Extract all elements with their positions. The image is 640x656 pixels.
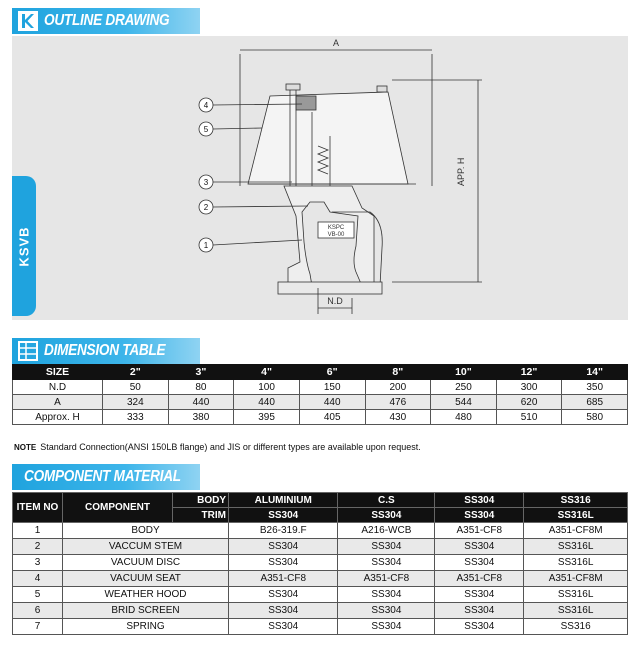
item-no-cell: 6: [13, 603, 63, 619]
trim-header: TRIM: [173, 508, 229, 523]
dim-header-cell: 4": [234, 365, 300, 380]
outline-drawing-title: OUTLINE DRAWING: [44, 12, 170, 29]
table-row: [13, 410, 628, 425]
standard-connection-note: [14, 442, 421, 452]
item-no-cell: 7: [13, 619, 63, 635]
component-cell: VACUUM SEAT: [63, 571, 229, 587]
dim-nd-label: N.D: [327, 296, 343, 306]
table-row: [13, 539, 628, 555]
dimension-table-header: [12, 338, 200, 364]
material-cell: A351-CF8: [229, 571, 338, 587]
material-cell: SS316L: [524, 539, 628, 555]
dim-cell: 100: [234, 380, 300, 395]
dim-header-cell: 12": [496, 365, 562, 380]
note-label: NOTE: [14, 443, 37, 452]
material-cell: SS304: [435, 587, 524, 603]
material-cell: A351-CF8M: [524, 523, 628, 539]
dim-cell: 510: [496, 410, 562, 425]
material-cell: SS304: [435, 539, 524, 555]
dim-cell: 50: [103, 380, 169, 395]
component-cell: BRID SCREEN: [63, 603, 229, 619]
material-cell: B26-319.F: [229, 523, 338, 539]
component-cell: BODY: [63, 523, 229, 539]
material-cell: SS304: [229, 555, 338, 571]
material-cell: SS316L: [524, 603, 628, 619]
callout-3: 3: [203, 178, 209, 187]
dim-cell: 380: [168, 410, 234, 425]
trim-material-header: SS304: [435, 508, 524, 523]
table-row: [13, 555, 628, 571]
material-cell: SS304: [338, 539, 435, 555]
item-no-cell: 4: [13, 571, 63, 587]
dim-cell: 333: [103, 410, 169, 425]
material-cell: SS304: [229, 603, 338, 619]
item-no-header: ITEM NO: [13, 493, 63, 523]
nameplate-line-2: VB-00: [327, 232, 345, 238]
table-row: [13, 380, 628, 395]
body-material-header: ALUMINIUM: [229, 493, 338, 508]
dim-cell: 300: [496, 380, 562, 395]
item-no-cell: 5: [13, 587, 63, 603]
material-cell: SS304: [435, 603, 524, 619]
material-cell: SS316L: [524, 555, 628, 571]
material-cell: SS304: [338, 555, 435, 571]
dim-cell: 685: [562, 395, 628, 410]
dim-cell: 350: [562, 380, 628, 395]
material-cell: A351-CF8: [435, 523, 524, 539]
component-header: COMPONENT: [63, 493, 173, 523]
body-material-header: SS316: [524, 493, 628, 508]
dim-cell: A: [13, 395, 103, 410]
material-cell: SS304: [338, 603, 435, 619]
table-row: [13, 523, 628, 539]
material-cell: SS304: [435, 619, 524, 635]
dim-cell: 440: [234, 395, 300, 410]
material-cell: A351-CF8: [338, 571, 435, 587]
material-cell: A351-CF8: [435, 571, 524, 587]
component-cell: VACUUM DISC: [63, 555, 229, 571]
material-cell: A351-CF8M: [524, 571, 628, 587]
component-header-row-1: [13, 493, 628, 508]
dimension-table-title: DIMENSION TABLE: [44, 342, 166, 359]
dim-cell: 544: [431, 395, 497, 410]
component-material-header: [12, 464, 200, 490]
callout-1: 1: [203, 241, 209, 250]
component-cell: WEATHER HOOD: [63, 587, 229, 603]
dim-cell: 580: [562, 410, 628, 425]
dim-cell: 476: [365, 395, 431, 410]
material-cell: SS304: [338, 587, 435, 603]
component-cell: SPRING: [63, 619, 229, 635]
body-header: BODY: [173, 493, 229, 508]
table-row: [13, 603, 628, 619]
product-side-tab: [12, 176, 36, 316]
dim-cell: 440: [299, 395, 365, 410]
dim-cell: 80: [168, 380, 234, 395]
callout-2: 2: [203, 203, 209, 212]
material-cell: SS304: [435, 555, 524, 571]
dim-header-cell: 6": [299, 365, 365, 380]
callout-5: 5: [203, 125, 209, 134]
dim-cell: 324: [103, 395, 169, 410]
item-no-cell: 2: [13, 539, 63, 555]
dim-cell: 150: [299, 380, 365, 395]
trim-material-header: SS304: [338, 508, 435, 523]
component-material-title: COMPONENT MATERIAL: [24, 468, 181, 485]
dim-cell: 430: [365, 410, 431, 425]
material-cell: SS304: [229, 587, 338, 603]
product-code: KSVB: [16, 225, 32, 267]
component-material-table: [12, 492, 628, 635]
dimension-header-row: [13, 365, 628, 380]
table-row: [13, 571, 628, 587]
material-cell: SS304: [338, 619, 435, 635]
dim-header-cell: 14": [562, 365, 628, 380]
nameplate-line-1: KSPC: [327, 225, 345, 231]
component-cell: VACCUM STEM: [63, 539, 229, 555]
outline-drawing-panel: [12, 36, 628, 320]
body-material-header: C.S: [338, 493, 435, 508]
dim-header-cell: 10": [431, 365, 497, 380]
valve-outline-drawing: [12, 36, 628, 320]
item-no-cell: 1: [13, 523, 63, 539]
trim-material-header: SS304: [229, 508, 338, 523]
dim-cell: 250: [431, 380, 497, 395]
note-text: Standard Connection(ANSI 150LB flange) and JIS or different types are available upon request.: [40, 442, 421, 452]
dim-cell: 620: [496, 395, 562, 410]
material-cell: A216-WCB: [338, 523, 435, 539]
trim-material-header: SS316L: [524, 508, 628, 523]
dim-cell: N.D: [13, 380, 103, 395]
dim-header-cell: 2": [103, 365, 169, 380]
material-cell: SS304: [229, 539, 338, 555]
k-logo-icon: [18, 11, 38, 31]
dim-cell: 440: [168, 395, 234, 410]
dim-cell: 200: [365, 380, 431, 395]
table-row: [13, 587, 628, 603]
dim-header-cell: 8": [365, 365, 431, 380]
dim-cell: 480: [431, 410, 497, 425]
dim-h-label: APP. H: [456, 157, 466, 186]
table-icon: [18, 341, 38, 361]
dimension-table: [12, 364, 628, 425]
dim-header-cell: 3": [168, 365, 234, 380]
table-row: [13, 395, 628, 410]
dim-cell: Approx. H: [13, 410, 103, 425]
outline-drawing-header: [12, 8, 200, 34]
callout-4: 4: [203, 101, 209, 110]
dim-cell: 395: [234, 410, 300, 425]
material-cell: SS316: [524, 619, 628, 635]
dim-a-label: A: [332, 38, 340, 48]
item-no-cell: 3: [13, 555, 63, 571]
material-cell: SS316L: [524, 587, 628, 603]
dim-cell: 405: [299, 410, 365, 425]
material-cell: SS304: [229, 619, 338, 635]
dim-header-cell: SIZE: [13, 365, 103, 380]
body-material-header: SS304: [435, 493, 524, 508]
table-row: [13, 619, 628, 635]
